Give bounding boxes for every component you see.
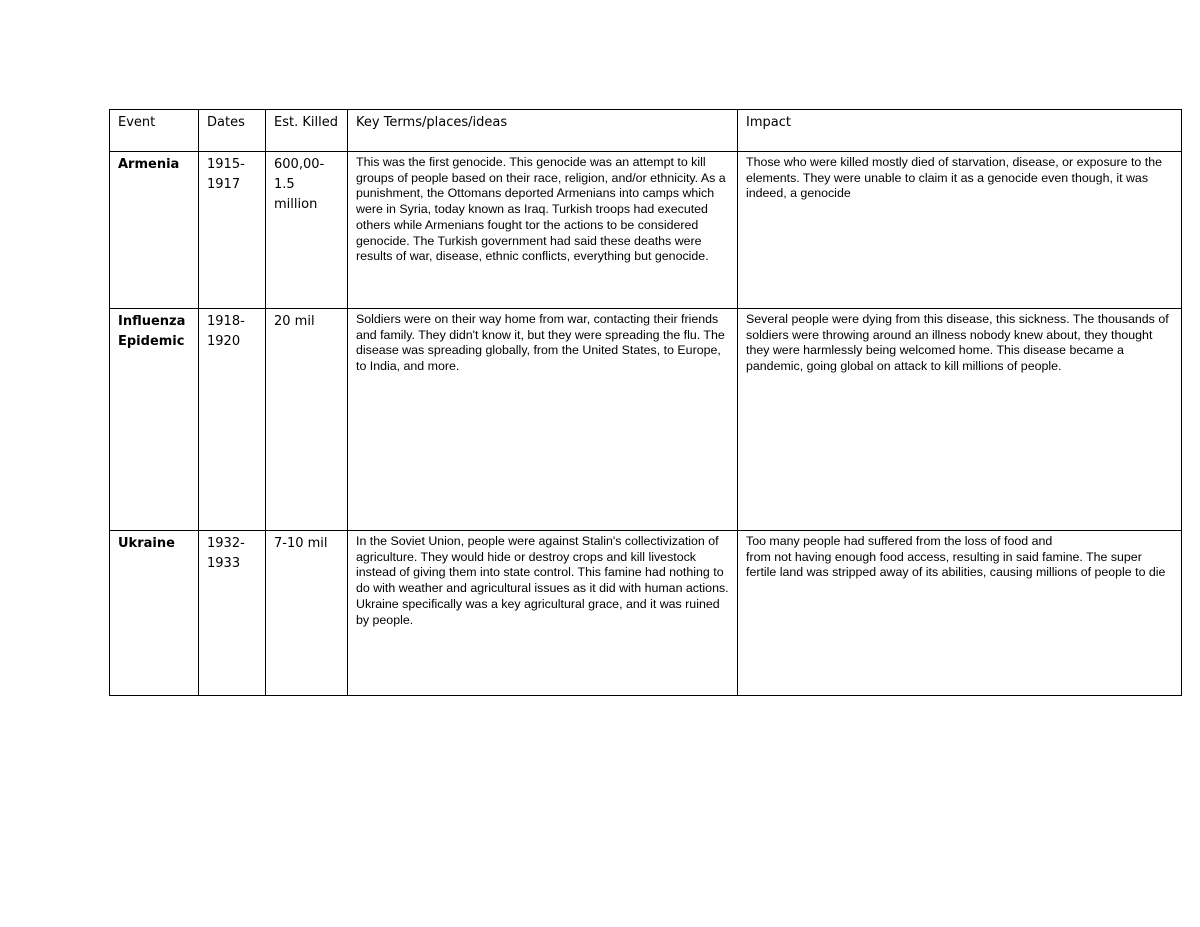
- events-table: [109, 109, 1182, 696]
- event-name: Ukraine: [110, 531, 199, 696]
- event-dates: 1915-1917: [199, 152, 266, 309]
- header-killed: Est. Killed: [266, 110, 348, 152]
- table-row: [110, 531, 1182, 696]
- header-terms: Key Terms/places/ideas: [348, 110, 738, 152]
- header-row: [110, 110, 1182, 152]
- event-name: Influenza Epidemic: [110, 309, 199, 531]
- event-impact: Several people were dying from this disease, this sickness. The thousands of soldiers were throwing around an illness nobody knew about, they thought they were harmlessly being welcomed home. This disease became a pandemic, going global on attack to kill millions of people.: [738, 309, 1182, 531]
- event-killed: 20 mil: [266, 309, 348, 531]
- header-impact: Impact: [738, 110, 1182, 152]
- event-name: Armenia: [110, 152, 199, 309]
- header-dates: Dates: [199, 110, 266, 152]
- table-row: [110, 309, 1182, 531]
- event-dates: 1932-1933: [199, 531, 266, 696]
- event-killed: 600,00-1.5 million: [266, 152, 348, 309]
- impact-line: from not having enough food access, resulting in said famine. The super fertile land was stripped away of its abilities, causing millions of people to die: [746, 549, 1166, 580]
- table-row: [110, 152, 1182, 309]
- event-terms: This was the first genocide. This genocide was an attempt to kill groups of people based on their race, religion, and/or ethnicity. As a punishment, the Ottomans deported Armenians into camps which were in Syria, today known as Iraq. Turkish troops had executed others while Armenians fought tor the actions to be considered genocide. The Turkish government had said these deaths were results of war, disease, ethnic conflicts, everything but genocide.: [348, 152, 738, 309]
- event-dates: 1918-1920: [199, 309, 266, 531]
- event-killed: 7-10 mil: [266, 531, 348, 696]
- event-terms: Soldiers were on their way home from war, contacting their friends and family. They didn't know it, but they were spreading the flu. The disease was spreading globally, from the United States, to Europe, to India, and more.: [348, 309, 738, 531]
- event-impact: Those who were killed mostly died of starvation, disease, or exposure to the elements. They were unable to claim it as a genocide even though, it was indeed, a genocide: [738, 152, 1182, 309]
- event-terms: In the Soviet Union, people were against Stalin's collectivization of agriculture. They would hide or destroy crops and kill livestock instead of giving them into state control. This famine had nothing to do with weather and agricultural issues as it did with human actions. Ukraine specifically was a key agricultural grace, and it was ruined by people.: [348, 531, 738, 696]
- impact-line: Too many people had suffered from the loss of food and: [746, 534, 1053, 548]
- event-impact: [738, 531, 1182, 696]
- header-event: Event: [110, 110, 199, 152]
